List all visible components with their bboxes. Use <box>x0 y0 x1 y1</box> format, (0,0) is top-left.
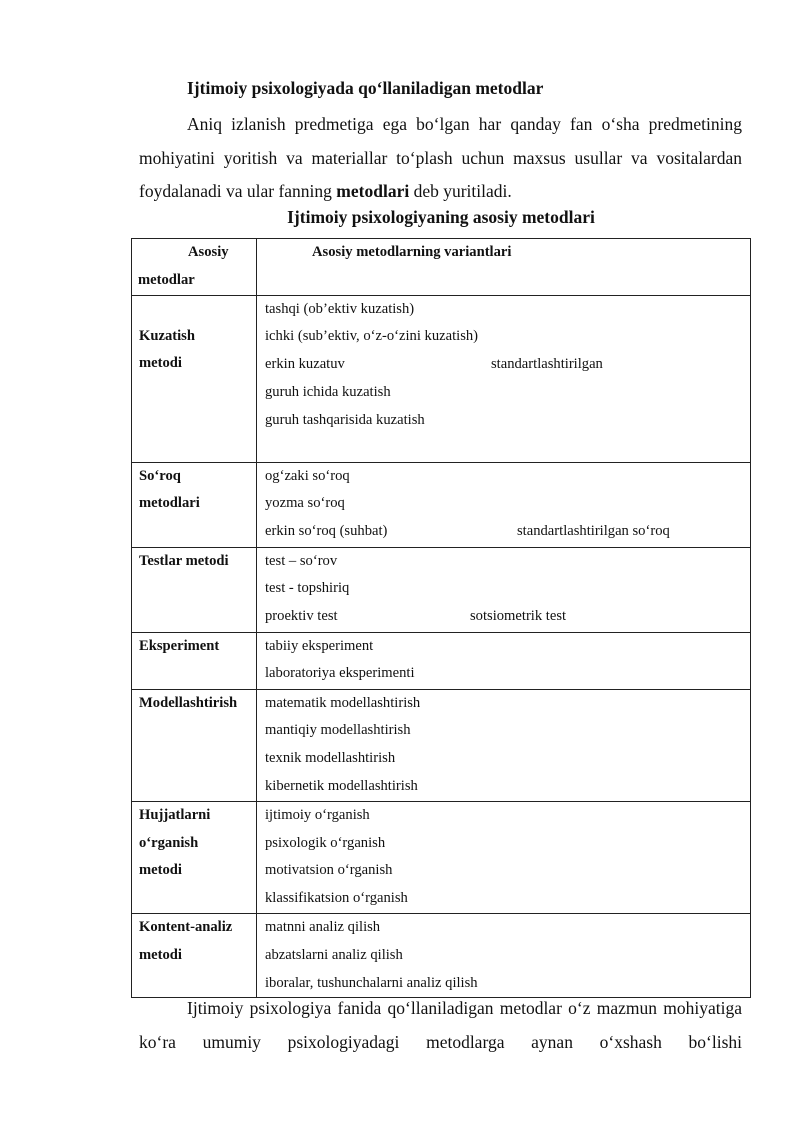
method-name-line: metodi <box>139 355 182 372</box>
variant-pair <box>265 518 750 546</box>
header-cell-methods <box>132 239 257 296</box>
method-name-line: Modellashtirish <box>139 694 238 711</box>
closing-text: Ijtimoiy psixologiya fanida qo‘llaniladigan metodlar o‘z mazmun mohiyatiga ko‘ra umumiy psixologiyadagi metodlarga aynan o‘xshash bo‘lishi <box>139 998 742 1052</box>
method-name-line: Kontent-analiz <box>139 918 233 935</box>
variant-item: og‘zaki so‘roq <box>265 467 350 484</box>
intro-text: Aniq izlanish predmetiga ega bo‘lgan har qanday fan o‘sha predmetining mohiyatini yoritish va materiallar to‘plash uchun maxsus usullar va vositalardan foydalanadi va ular fanning <box>139 114 742 201</box>
variant-pair <box>265 351 750 379</box>
method-name-line: Eksperiment <box>139 637 220 654</box>
table-row <box>132 913 751 997</box>
table-row <box>132 295 751 462</box>
header-methods-line2: metodlar <box>138 271 195 288</box>
table-row <box>132 689 751 801</box>
variant-item: kibernetik modellashtirish <box>265 777 418 794</box>
method-name-line: Hujjatlarni <box>139 806 211 823</box>
method-cell <box>132 632 257 689</box>
method-name-line: o‘rganish <box>139 834 199 851</box>
variant-item: matematik modellashtirish <box>265 694 421 711</box>
variant-item: psixologik o‘rganish <box>265 834 386 851</box>
variant-item: sotsiometrik test <box>470 608 567 625</box>
variant-item: test – so‘rov <box>265 552 338 569</box>
method-name-line: Testlar metodi <box>139 552 229 569</box>
table-row <box>132 801 751 913</box>
table-row <box>132 547 751 632</box>
variants-cell <box>257 462 751 547</box>
variant-item: guruh ichida kuzatish <box>265 383 391 400</box>
variants-cell <box>257 547 751 632</box>
method-cell <box>132 547 257 632</box>
variant-item: texnik modellashtirish <box>265 750 396 767</box>
method-cell <box>132 462 257 547</box>
method-cell <box>132 801 257 913</box>
variant-item: ijtimoiy o‘rganish <box>265 806 370 823</box>
variant-item: standartlashtirilgan <box>491 356 603 373</box>
methods-table <box>131 238 751 998</box>
variant-item: guruh tashqarisida kuzatish <box>265 411 425 428</box>
variants-cell <box>257 632 751 689</box>
closing-paragraph <box>139 991 742 1059</box>
table-caption: Ijtimoiy psixologiyaning asosiy metodlari <box>287 207 595 227</box>
header-methods-line1: Asosiy <box>188 244 229 260</box>
variant-item: erkin kuzatuv <box>265 356 345 373</box>
method-name-line: metodi <box>139 946 182 963</box>
method-cell <box>132 295 257 462</box>
variant-item: yozma so‘roq <box>265 495 345 512</box>
variants-cell <box>257 801 751 913</box>
variant-item: klassifikatsion o‘rganish <box>265 890 408 907</box>
variant-item: laboratoriya eksperimenti <box>265 665 415 682</box>
variant-item: proektiv test <box>265 608 338 625</box>
method-name-line: So‘roq <box>139 467 181 484</box>
intro-text-end: deb yuritiladi. <box>409 181 512 201</box>
variant-item: tabiiy eksperiment <box>265 637 374 654</box>
variant-item: mantiqiy modellashtirish <box>265 722 411 739</box>
method-name-line: metodlari <box>139 495 200 512</box>
method-name-line: metodi <box>139 862 182 879</box>
method-cell <box>132 913 257 997</box>
variants-cell <box>257 689 751 801</box>
variant-item: test - topshiriq <box>265 580 350 597</box>
variant-item: standartlashtirilgan so‘roq <box>517 523 670 540</box>
header-variants: Asosiy metodlarning variantlari <box>312 244 512 260</box>
table-row <box>132 462 751 547</box>
variant-item: ichki (sub’ektiv, o‘z-o‘zini kuzatish) <box>265 328 479 345</box>
intro-bold-term: metodlari <box>336 181 410 201</box>
variant-item: erkin so‘roq (suhbat) <box>265 523 388 540</box>
method-cell <box>132 689 257 801</box>
variant-item: tashqi (ob’ektiv kuzatish) <box>265 300 415 317</box>
variant-item: matnni analiz qilish <box>265 918 381 935</box>
variant-item: iboralar, tushunchalarni analiz qilish <box>265 974 478 991</box>
method-name-line: Kuzatish <box>139 327 195 344</box>
variant-item: motivatsion o‘rganish <box>265 862 393 879</box>
variant-item: abzatslarni analiz qilish <box>265 946 403 963</box>
variants-cell <box>257 295 751 462</box>
intro-paragraph <box>139 108 742 209</box>
section-heading: Ijtimoiy psixologiyada qo‘llaniladigan metodlar <box>187 78 544 98</box>
header-cell-variants <box>257 239 751 296</box>
table-row <box>132 632 751 689</box>
variant-pair <box>265 603 750 631</box>
variants-cell <box>257 913 751 997</box>
table-header-row <box>132 239 751 296</box>
